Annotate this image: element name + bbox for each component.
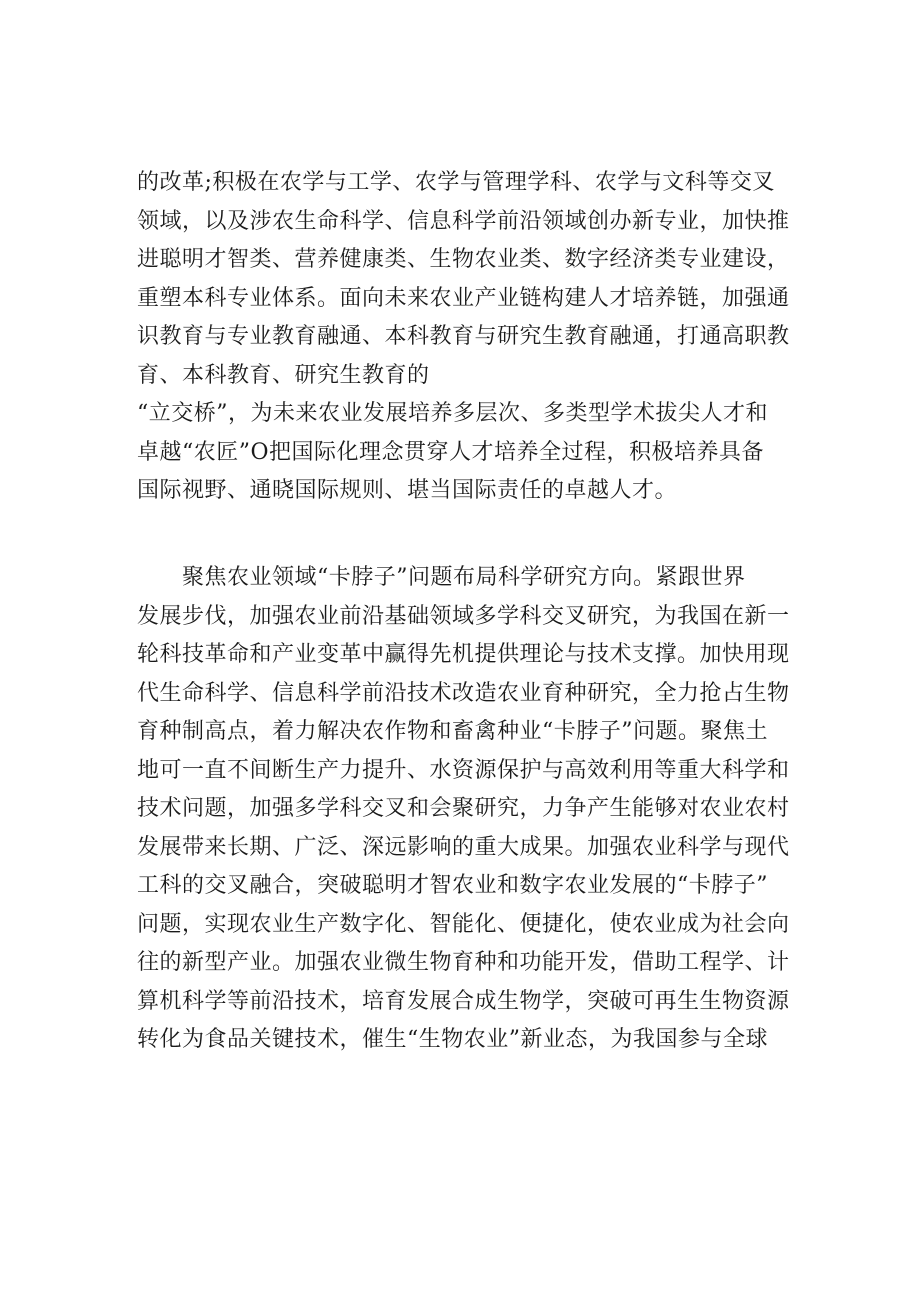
text-line: 工科的交叉融合，突破聪明才智农业和数字农业发展的“卡脖子” (137, 873, 768, 898)
text-line: 育种制高点，着力解决农作物和畜禽种业“卡脖子”问题。聚焦土 (137, 719, 768, 744)
text-line: 轮科技革命和产业变革中赢得先机提供理论与技术支撑。加快用现 (137, 642, 790, 667)
paragraph-education-reform (137, 164, 797, 511)
text-line: 往的新型产业。加强农业微生物育种和功能开发，借助工程学、计 (137, 950, 790, 975)
text-line: 育、本科教育、研究生教育的 (137, 362, 430, 388)
text-line: 发展步伐，加强农业前沿基础领域多学科交叉研究，为我国在新一 (137, 603, 790, 629)
text-line: 国际视野、通晓国际规则、堪当国际责任的卓越人才。 (137, 478, 678, 503)
text-line: 卓越“农匠”O把国际化理念贯穿人才培养全过程，积极培养具备 (137, 439, 765, 465)
text-line: 代生命科学、信息科学前沿技术改造农业育种研究，全力抢占生物 (137, 680, 790, 706)
text-line: 技术问题，加强多学科交叉和会聚研究，力争产生能够对农业农村 (137, 796, 790, 821)
paragraph-research-direction (137, 559, 797, 1060)
text-line: 重塑本科专业体系。面向未来农业产业链构建人才培养链，加强通 (137, 285, 790, 311)
text-line: 的改革;积极在农学与工学、农学与管理学科、农学与文科等交叉 (137, 170, 775, 195)
text-line: 领域，以及涉农生命科学、信息科学前沿领域创办新专业，加快推 (137, 208, 790, 234)
text-line: 地可一直不间断生产力提升、水资源保护与高效利用等重大科学和 (137, 757, 790, 783)
text-line: 算机科学等前沿技术，培育发展合成生物学，突破可再生生物资源 (137, 988, 790, 1014)
text-line: 转化为食品关键技术，催生“生物农业”新业态，为我国参与全球 (137, 1027, 768, 1052)
text-line: 聚焦农业领域“卡脖子”问题布局科学研究方向。紧跟世界 (137, 565, 746, 590)
text-line: 识教育与专业教育融通、本科教育与研究生教育融通，打通高职教 (137, 324, 790, 349)
text-line: 发展带来长期、广泛、深远影响的重大成果。加强农业科学与现代 (137, 834, 790, 860)
text-line: 问题，实现农业生产数字化、智能化、便捷化，使农业成为社会向 (137, 911, 790, 937)
text-line: “立交桥”，为未来农业发展培养多层次、多类型学术拔尖人才和 (137, 401, 768, 426)
text-line: 进聪明才智类、营养健康类、生物农业类、数字经济类专业建设， (137, 247, 790, 272)
